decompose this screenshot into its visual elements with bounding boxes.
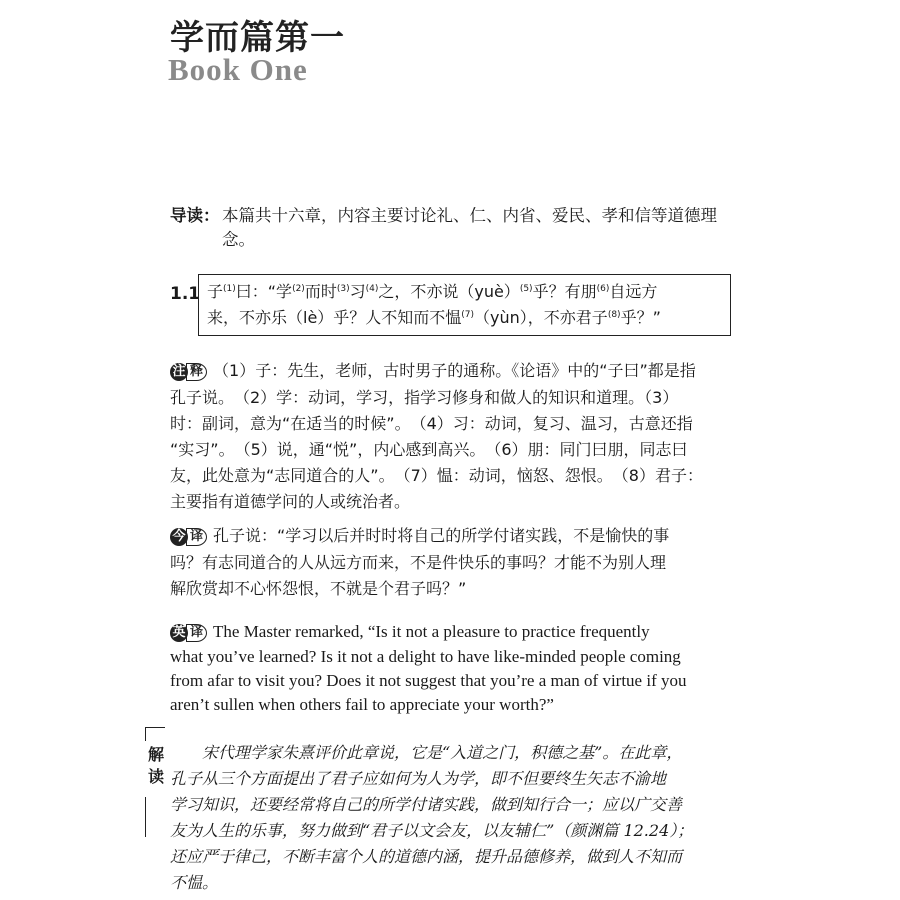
notes-line: 注 释 （1）子：先生，老师，古时男子的通称。《论语》中的“子曰”都是指: [170, 358, 740, 385]
notes-badge-icon: 注 释: [170, 359, 207, 385]
commentary-line: 宋代理学家朱熹评价此章说，它是“入道之门，积德之基”。在此章，: [202, 743, 683, 762]
english-badge-icon: 英 译: [170, 621, 207, 645]
section-number: 1.1: [170, 284, 201, 304]
commentary-section: [170, 740, 740, 896]
guide-label: 导读：: [170, 206, 220, 225]
guide-text: 本篇共十六章，内容主要讨论礼、仁、内省、爱民、孝和信等道德理念。: [222, 206, 717, 249]
original-line-2: 来，不亦乐（lè）乎？人不知而不愠$^{(7)}$（yùn），不亦君子$^{(8)}$乎？”: [207, 308, 661, 327]
translation-line: 吗？有志同道合的人从远方而来，不是件快乐的事吗？才能不为别人理: [170, 553, 667, 572]
translation-line: 解欣赏却不心怀怨恨，不就是个君子吗？”: [170, 579, 467, 598]
notes-line: 孔子说。 （2）学：动词，学习，指学习修身和做人的知识和道理。（3）: [170, 388, 679, 407]
commentary-label: 解 读: [148, 745, 165, 786]
notes-section: [170, 358, 740, 515]
chapter-title-chinese: 学而篇第一: [170, 18, 345, 58]
chapter-title-english: Book One: [168, 52, 308, 87]
original-text-box: [198, 274, 731, 336]
english-translation-section: [170, 620, 740, 717]
english-line: 英 译 The Master remarked, “Is it not a pleasure to practice frequently: [170, 620, 740, 645]
original-line-1: 子$^{(1)}$曰：“学$^{(2)}$而时$^{(3)}$习$^{(4)}$之，不亦说（yuè）$^{(5)}$乎？有朋$^{(6)}$自远方: [207, 282, 658, 301]
commentary-line: 友为人生的乐事，努力做到“君子以文会友，以友辅仁”（颜渊篇 12.24）；: [170, 821, 694, 840]
english-line: from afar to visit you? Does it not suggest that you’re a man of virtue if you: [170, 671, 687, 690]
translation-line: 今 译 孔子说：“学习以后并时时将自己的所学付诸实践，不是愉快的事: [170, 523, 740, 550]
modern-translation-section: [170, 523, 740, 602]
commentary-line: 还应严于律己，不断丰富个人的道德内涵，提升品德修养，做到人不知而: [170, 847, 683, 866]
commentary-line: 不愠。: [170, 873, 219, 892]
commentary-line: 孔子从三个方面提出了君子应如何为人为学，即不但要终生矢志不渝地: [170, 769, 667, 788]
commentary-line: 学习知识，还要经常将自己的所学付诸实践，做到知行合一；应以广交善: [170, 795, 683, 814]
notes-line: 主要指有道德学问的人或统治者。: [170, 492, 411, 511]
english-line: what you’ve learned? Is it not a delight to have like-minded people coming: [170, 647, 681, 666]
guide-section: [170, 204, 745, 252]
notes-line: “实习”。 （5）说，通“悦”，内心感到高兴。 （6）朋：同门曰朋，同志曰: [170, 440, 688, 459]
notes-line: 友，此处意为“志同道合的人”。 （7）愠：动词，恼怒、怨恨。 （8）君子：: [170, 466, 703, 485]
english-line: aren’t sullen when others fail to appreciate your worth?”: [170, 695, 554, 714]
notes-line: 时：副词，意为“在适当的时候”。 （4）习：动词，复习、温习，古意还指: [170, 414, 693, 433]
translation-badge-icon: 今 译: [170, 524, 207, 550]
